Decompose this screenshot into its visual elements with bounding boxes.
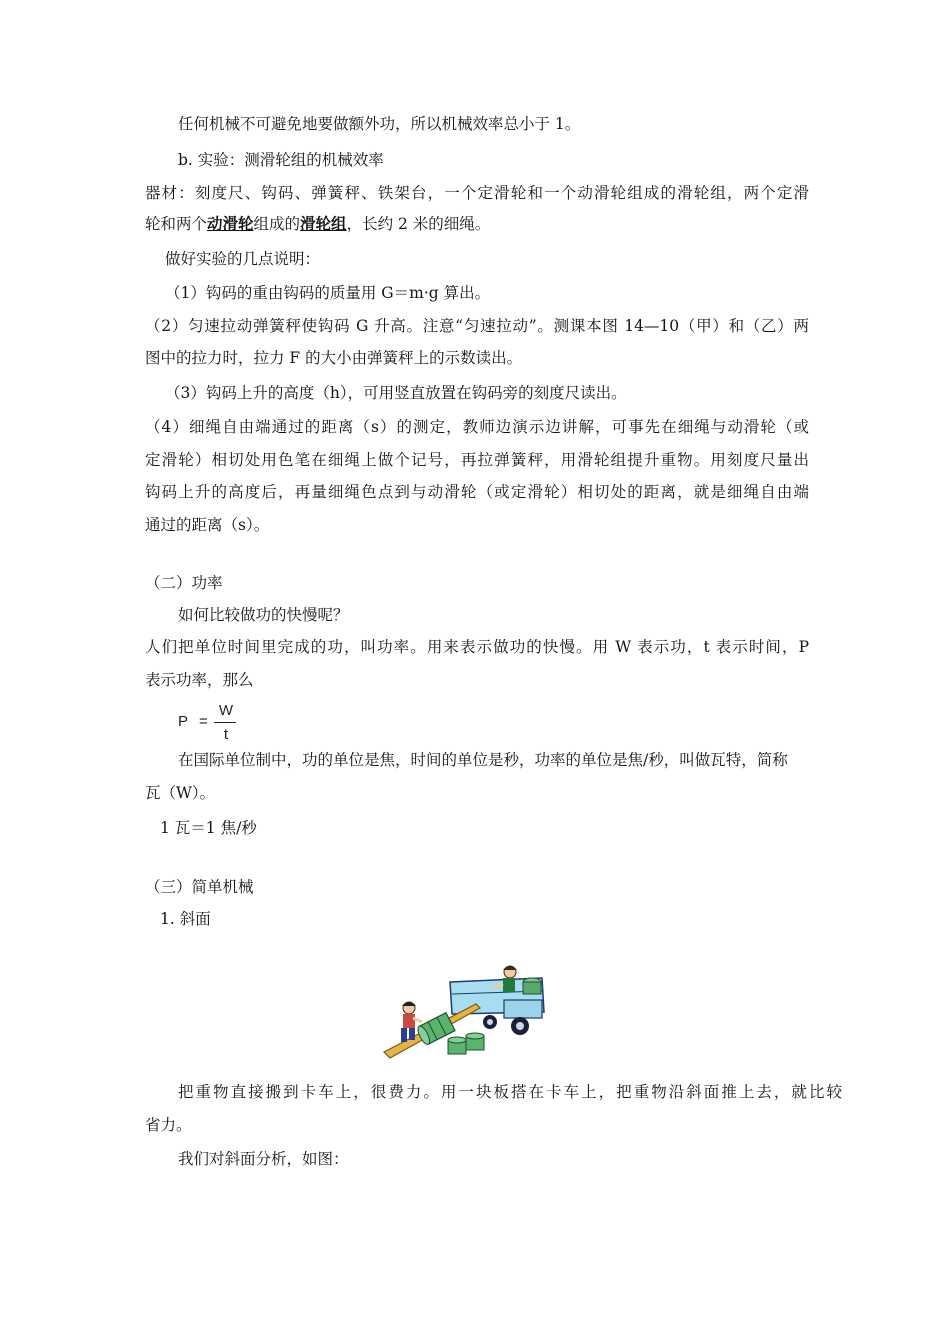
formula-equals: = xyxy=(199,713,208,730)
formula-numerator: W xyxy=(218,702,234,719)
note-3: （3）钩码上升的高度（h），可用竖直放置在钩码旁的刻度尺读出。 xyxy=(165,384,627,402)
note-4-line-1: （4）细绳自由端通过的距离（s）的测定，教师边演示边讲解，可事先在细绳与动滑轮（或 xyxy=(145,418,809,436)
note-4-line-2: 定滑轮）相切处用色笔在细绳上做个记号，再拉弹簧秤，用滑轮组提升重物。用刻度尺量出 xyxy=(145,451,809,469)
formula-denominator: t xyxy=(223,726,229,743)
si-unit-line-1: 在国际单位制中，功的单位是焦，时间的单位是秒，功率的单位是焦/秒，叫做瓦特，简称 xyxy=(178,751,788,769)
power-definition-line-1: 人们把单位时间里完成的功，叫功率。用来表示做功的快慢。用 W 表示功，t 表示时间，P xyxy=(145,638,809,656)
ramp-description-line-2: 省力。 xyxy=(145,1116,192,1134)
incline-analysis-intro: 我们对斜面分析，如图： xyxy=(178,1150,349,1168)
si-unit-line-2: 瓦（W）。 xyxy=(145,784,216,802)
formula-p: P xyxy=(178,713,189,730)
power-question: 如何比较做功的快慢呢？ xyxy=(178,606,349,624)
section-power-heading: （二）功率 xyxy=(145,574,223,592)
ramp-description-line-1: 把重物直接搬到卡车上，很费力。用一块板搭在卡车上，把重物沿斜面推上去，就比较 xyxy=(178,1083,842,1101)
pulley-block-link[interactable]: 滑轮组 xyxy=(300,214,347,233)
note-2-line-1: （2）匀速拉动弹簧秤使钩码 G 升高。注意“匀速拉动”。测课本图 14—10（甲）和（乙）两 xyxy=(145,317,809,335)
note-4-line-4: 通过的距离（s）。 xyxy=(145,516,270,534)
truck-ramp-illustration xyxy=(382,960,550,1060)
section-simple-machines-heading: （三）简单机械 xyxy=(145,878,254,896)
formula-fraction-bar xyxy=(214,722,236,723)
power-definition-line-2: 表示功率，那么 xyxy=(145,671,254,689)
inclined-plane-heading: 1. 斜面 xyxy=(160,910,211,928)
note-4-line-3: 钩码上升的高度后，再量细绳色点到与动滑轮（或定滑轮）相切处的距离，就是细绳自由端 xyxy=(145,483,809,501)
paragraph-efficiency-note: 任何机械不可避免地要做额外功，所以机械效率总小于 1。 xyxy=(178,115,581,133)
note-2-line-2: 图中的拉力时，拉力 F 的大小由弹簧秤上的示数读出。 xyxy=(145,349,523,367)
equipment-text-c: ，长约 2 米的细绳。 xyxy=(346,215,491,233)
equipment-text-a: 轮和两个 xyxy=(145,215,208,233)
experiment-heading: b. 实验：测滑轮组的机械效率 xyxy=(178,151,384,169)
note-1: （1）钩码的重由钩码的质量用 G＝m·g 算出。 xyxy=(165,284,491,302)
equipment-text-b: 组成的 xyxy=(253,215,301,233)
equipment-line-2 xyxy=(145,214,490,234)
power-formula xyxy=(178,700,248,744)
notes-heading: 做好实验的几点说明： xyxy=(165,250,321,268)
movable-pulley-link[interactable]: 动滑轮 xyxy=(207,214,254,233)
watt-equation: 1 瓦＝1 焦/秒 xyxy=(160,819,257,837)
equipment-line-1: 器材：刻度尺、钩码、弹簧秤、铁架台，一个定滑轮和一个动滑轮组成的滑轮组，两个定滑 xyxy=(145,184,809,202)
